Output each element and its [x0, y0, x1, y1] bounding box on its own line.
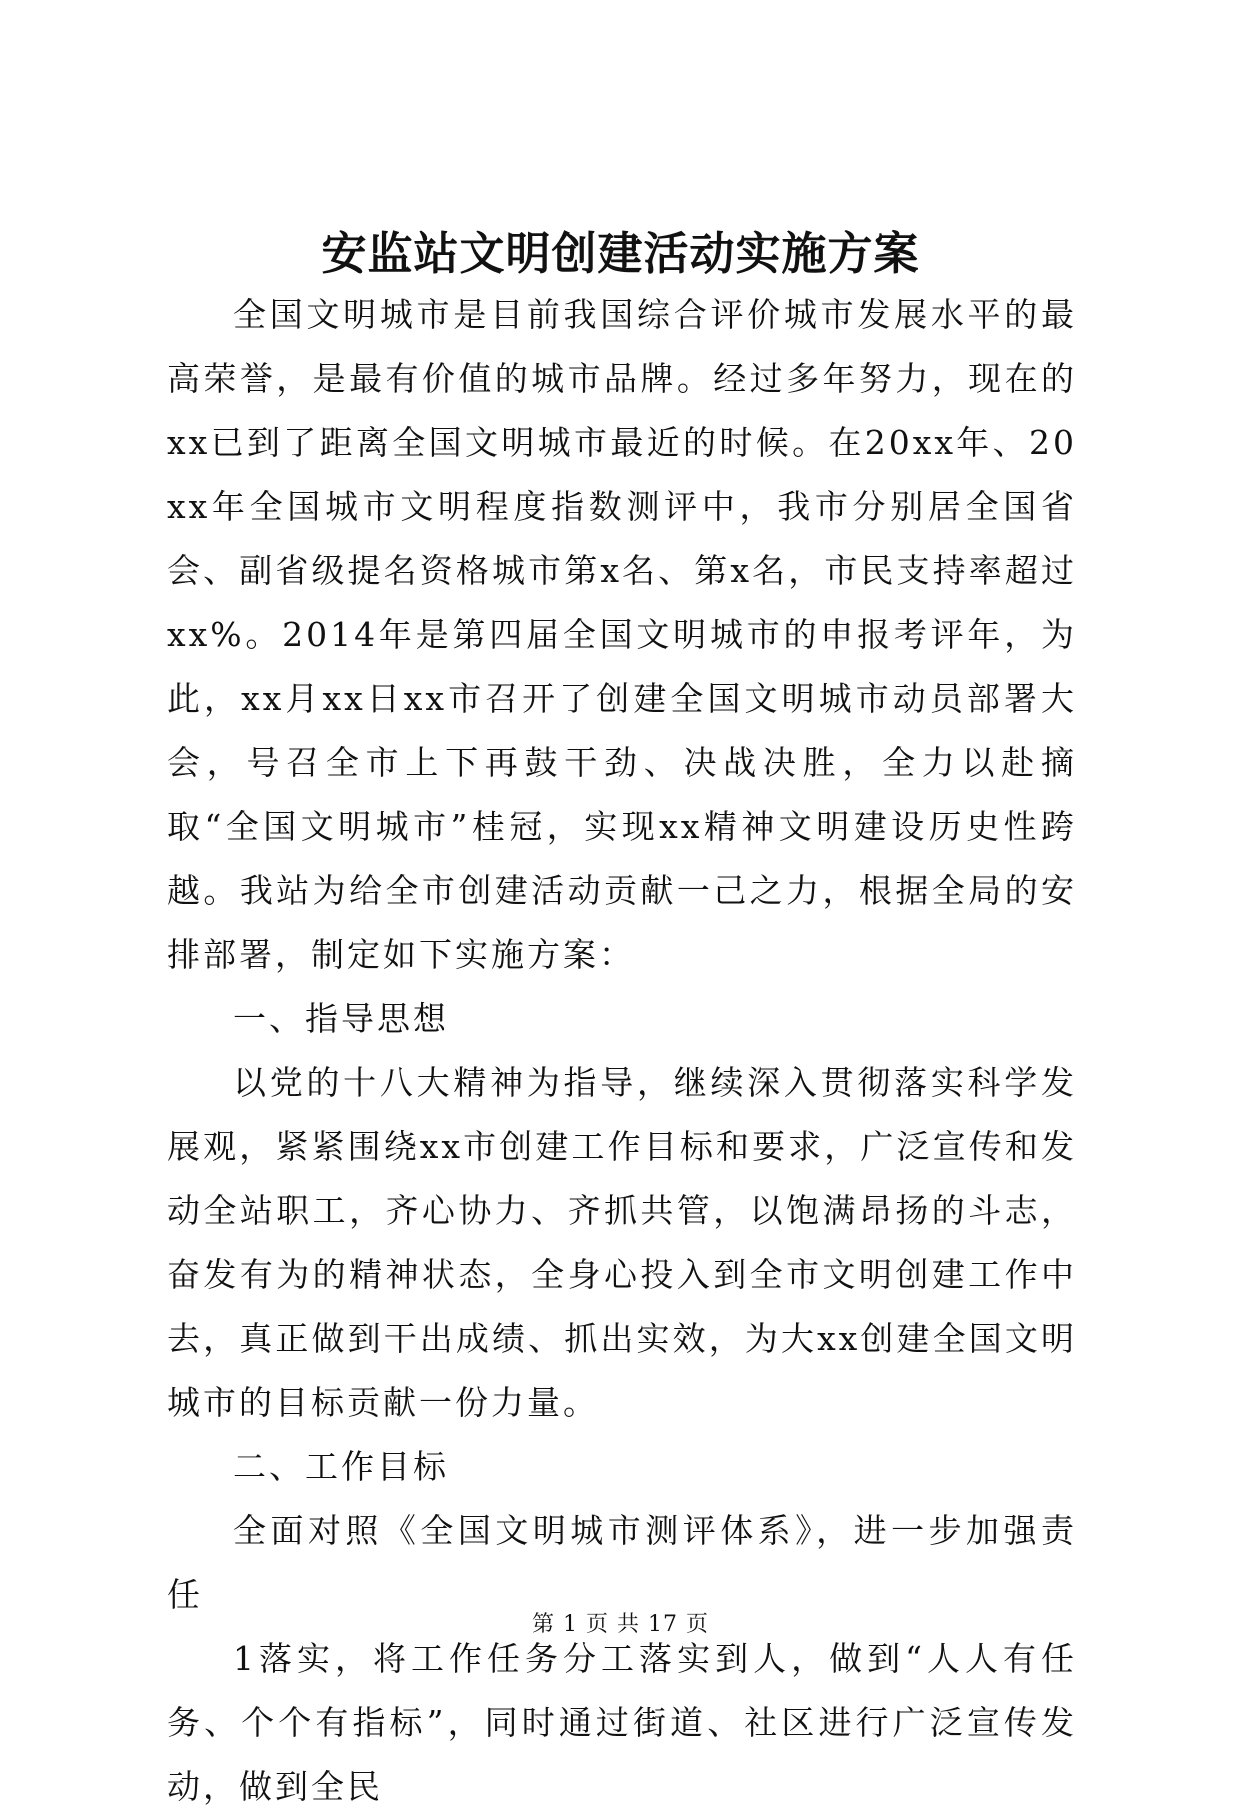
work-goals-paragraph: 全面对照《全国文明城市测评体系》，进一步加强责任	[167, 1511, 1077, 1614]
work-goals-item-1: 1落实，将工作任务分工落实到人，做到“人人有任务、个个有指标”，同时通过街道、社区进行广泛宣传发动，做到全民	[167, 1639, 1077, 1806]
document-body	[167, 283, 1077, 1819]
section-heading-work-goals: 二、工作目标	[233, 1447, 449, 1486]
page-footer: 第 1 页 共 17 页	[532, 1612, 709, 1637]
document-title: 安监站文明创建活动实施方案	[321, 227, 920, 280]
section-heading-guiding-ideology: 一、指导思想	[233, 999, 449, 1038]
guiding-ideology-paragraph: 以党的十八大精神为指导，继续深入贯彻落实科学发展观，紧紧围绕xx市创建工作目标和要求，广泛宣传和发动全站职工，齐心协力、齐抓共管，以饱满昂扬的斗志，奋发有为的精神状态，全身心投入到全市文明创建工作中去，真正做到干出成绩、抓出实效，为大xx创建全国文明城市的目标贡献一份力量。	[167, 1063, 1077, 1422]
intro-paragraph: 全国文明城市是目前我国综合评价城市发展水平的最高荣誉，是最有价值的城市品牌。经过多年努力，现在的xx已到了距离全国文明城市最近的时候。在20xx年、20xx年全国城市文明程度指数测评中，我市分别居全国省会、副省级提名资格城市第x名、第x名，市民支持率超过xx%。2014年是第四届全国文明城市的申报考评年，为此，xx月xx日xx市召开了创建全国文明城市动员部署大会，号召全市上下再鼓干劲、决战决胜，全力以赴摘取“全国文明城市”桂冠，实现xx精神文明建设历史性跨越。我站为给全市创建活动贡献一己之力，根据全局的安排部署，制定如下实施方案：	[167, 295, 1077, 974]
